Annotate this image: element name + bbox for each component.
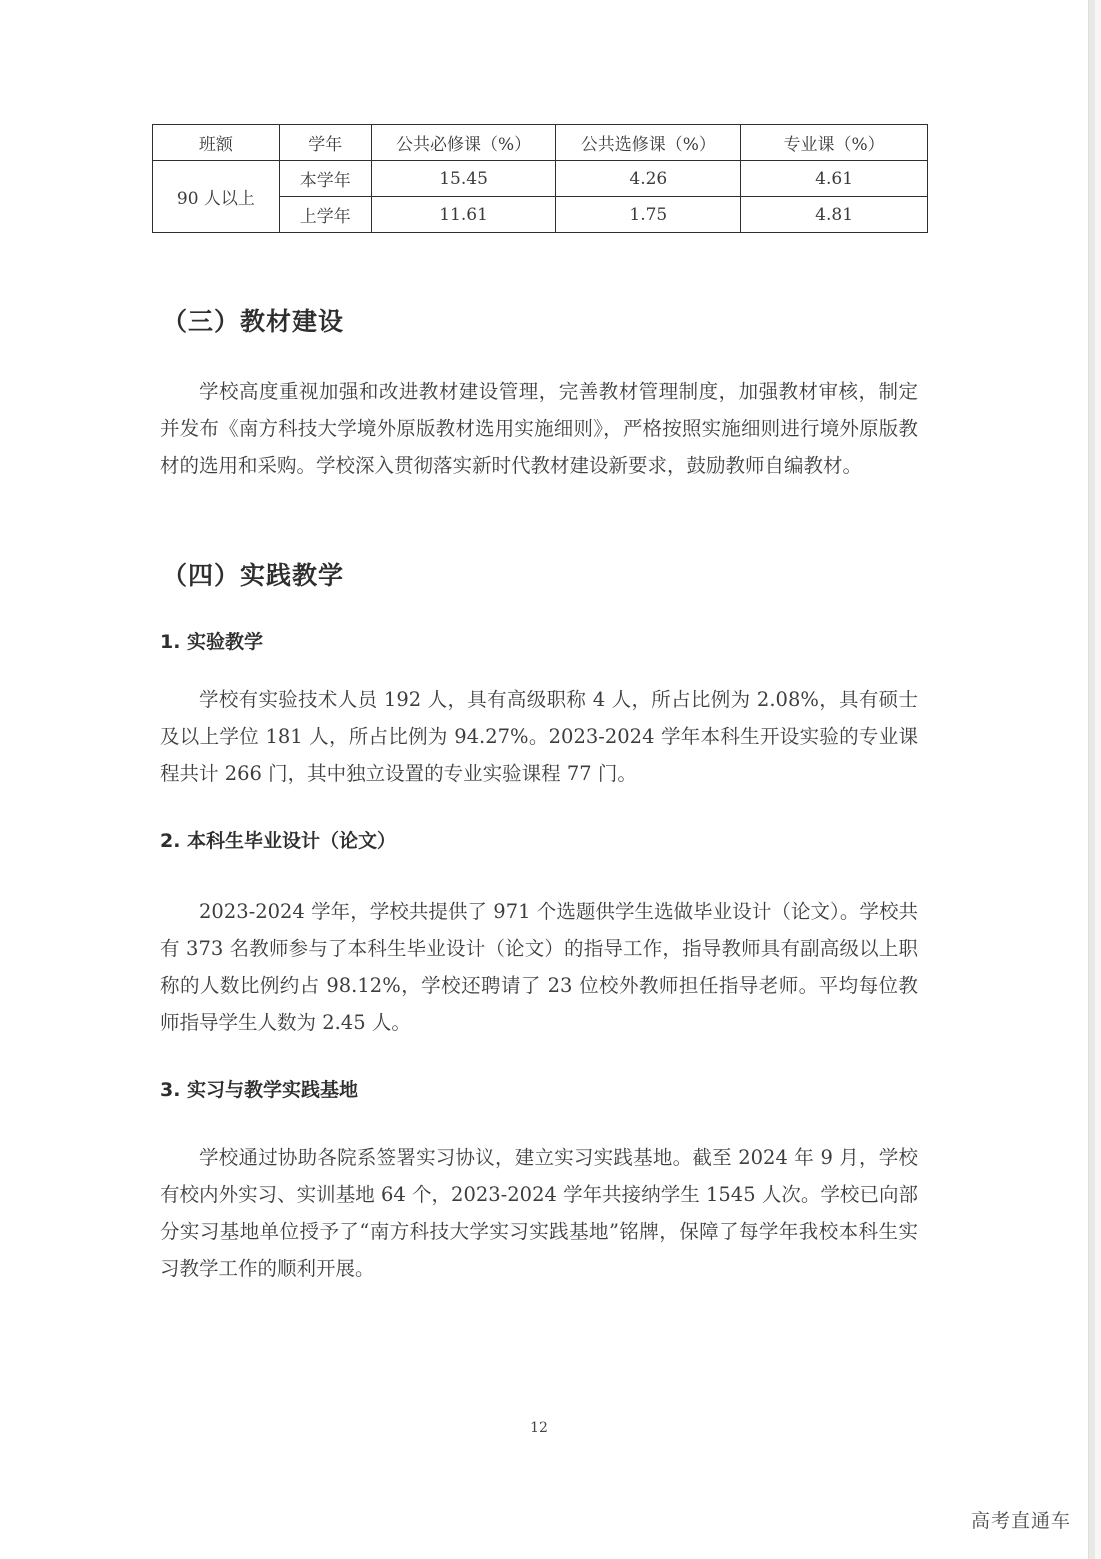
watermark-text: 高考直通车 bbox=[970, 1510, 1071, 1532]
table-header-cell: 专业课（%） bbox=[741, 125, 928, 161]
graduation-design-paragraph: 2023-2024 学年，学校共提供了 971 个选题供学生选做毕业设计（论文）。学校共有 373 名教师参与了本科生毕业设计（论文）的指导工作，指导教师具有副高级以上职称的人数比例约占 98.12%，学校还聘请了 23 位校外教师担任指导老师。平均每位教师指导学生人数为 2.45 人。 bbox=[160, 900, 918, 1034]
table-header-row bbox=[153, 125, 928, 161]
table-header-cell: 公共选修课（%） bbox=[556, 125, 741, 161]
table-cell: 1.75 bbox=[556, 197, 741, 233]
table-cell: 15.45 bbox=[371, 161, 556, 197]
section-heading-practice: （四）实践教学 bbox=[162, 561, 345, 590]
page-edge bbox=[1088, 0, 1095, 1559]
table-cell: 4.61 bbox=[741, 161, 928, 197]
course-ratio-table bbox=[152, 124, 928, 233]
subheading-internship-base: 3. 实习与教学实践基地 bbox=[160, 1079, 359, 1101]
subheading-graduation-design: 2. 本科生毕业设计（论文） bbox=[160, 830, 397, 852]
internship-base-paragraph: 学校通过协助各院系签署实习协议，建立实习实践基地。截至 2024 年 9 月，学校有校内外实习、实训基地 64 个，2023-2024 学年共接纳学生 1545 人次。学校已向部分实习基地单位授予了“南方科技大学实习实践基地”铭牌，保障了每学年我校本科生实习教学工作的顺利开展。 bbox=[160, 1146, 918, 1280]
table-cell: 本学年 bbox=[279, 161, 371, 197]
table-cell: 上学年 bbox=[279, 197, 371, 233]
class-size-cell: 90 人以上 bbox=[153, 161, 280, 233]
section-heading-textbooks: （三）教材建设 bbox=[162, 307, 345, 336]
table-header-cell: 班额 bbox=[153, 125, 280, 161]
lab-teaching-paragraph: 学校有实验技术人员 192 人，具有高级职称 4 人，所占比例为 2.08%，具有硕士及以上学位 181 人，所占比例为 94.27%。2023-2024 学年本科生开设实验的专业课程共计 266 门，其中独立设置的专业实验课程 77 门。 bbox=[160, 688, 918, 785]
table-cell: 4.26 bbox=[556, 161, 741, 197]
table-cell: 11.61 bbox=[371, 197, 556, 233]
table-row bbox=[153, 161, 928, 197]
textbooks-paragraph: 学校高度重视加强和改进教材建设管理，完善教材管理制度，加强教材审核，制定并发布《南方科技大学境外原版教材选用实施细则》，严格按照实施细则进行境外原版教材的选用和采购。学校深入贯彻落实新时代教材建设新要求，鼓励教师自编教材。 bbox=[160, 380, 918, 477]
table-header-cell: 公共必修课（%） bbox=[371, 125, 556, 161]
table-cell: 4.81 bbox=[741, 197, 928, 233]
page-number: 12 bbox=[530, 1420, 548, 1436]
table-header-cell: 学年 bbox=[279, 125, 371, 161]
subheading-lab-teaching: 1. 实验教学 bbox=[160, 631, 264, 653]
